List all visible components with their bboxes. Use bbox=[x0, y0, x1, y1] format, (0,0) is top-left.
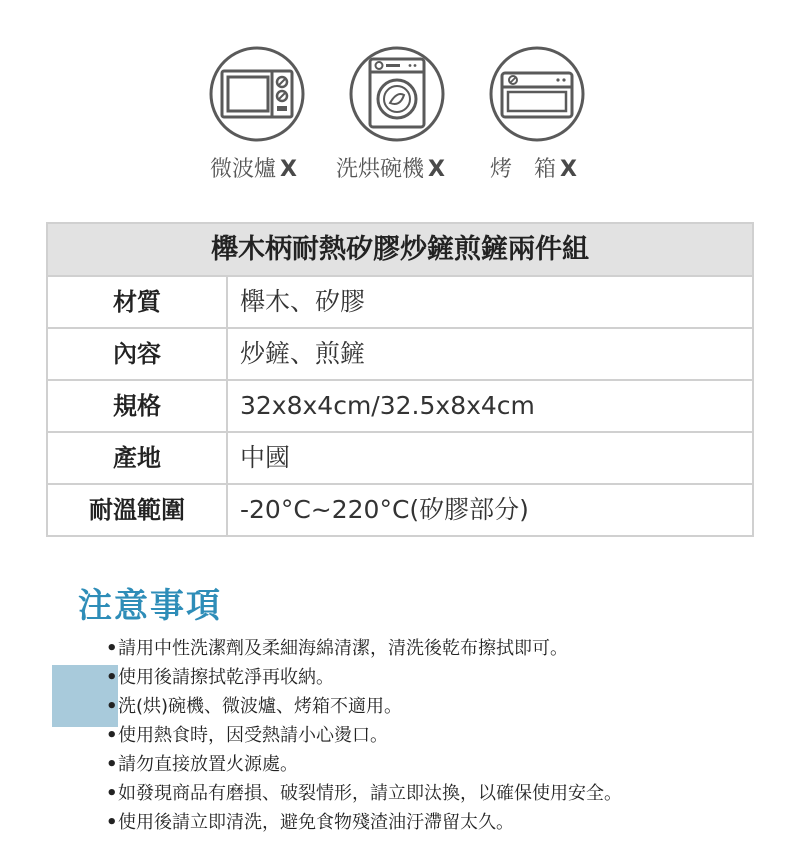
notes-list bbox=[106, 634, 766, 837]
spec-key: 材質 bbox=[48, 277, 228, 327]
washer-dryer-label: 洗烘碗機 X bbox=[336, 157, 445, 182]
oven-icon bbox=[488, 45, 586, 143]
list-item: •如發現商品有磨損、破裂情形，請立即汰換，以確保使用安全。 bbox=[106, 783, 622, 804]
list-item: •使用後請立即清洗，避免食物殘渣油汙滯留太久。 bbox=[106, 812, 514, 833]
microwave-icon bbox=[208, 45, 306, 143]
washer-dryer-icon bbox=[348, 45, 446, 143]
spec-row-material bbox=[48, 277, 752, 329]
spec-key: 產地 bbox=[48, 433, 228, 483]
spec-row-temperature bbox=[48, 485, 752, 535]
spec-row-contents bbox=[48, 329, 752, 381]
spec-value: 32x8x4cm/32.5x8x4cm bbox=[240, 391, 535, 420]
list-item: •洗(烘)碗機、微波爐、烤箱不適用。 bbox=[106, 696, 403, 717]
microwave-label: 微波爐 X bbox=[210, 157, 297, 182]
spec-value: 炒鏟、煎鏟 bbox=[240, 339, 366, 368]
spec-key: 內容 bbox=[48, 329, 228, 379]
oven-label: 烤 箱 X bbox=[490, 157, 577, 182]
spec-key: 耐溫範圍 bbox=[48, 485, 228, 535]
list-item: •請用中性洗潔劑及柔細海綿清潔，清洗後乾布擦拭即可。 bbox=[106, 638, 568, 659]
spec-row-size bbox=[48, 381, 752, 433]
spec-value: 中國 bbox=[240, 443, 291, 472]
spec-key: 規格 bbox=[48, 381, 228, 431]
list-item: •使用熱食時，因受熱請小心燙口。 bbox=[106, 725, 388, 746]
spec-table bbox=[46, 222, 754, 537]
spec-title: 櫸木柄耐熱矽膠炒鏟煎鏟兩件組 bbox=[48, 224, 752, 277]
spec-value: -20°C~220°C(矽膠部分) bbox=[240, 495, 529, 524]
spec-value: 櫸木、矽膠 bbox=[240, 287, 366, 316]
appliance-labels bbox=[206, 152, 606, 186]
list-item: •使用後請擦拭乾淨再收納。 bbox=[106, 667, 334, 688]
appliance-icons bbox=[206, 45, 606, 145]
notes-title: 注意事項 bbox=[78, 586, 222, 626]
list-item: •請勿直接放置火源處。 bbox=[106, 754, 298, 775]
spec-row-origin bbox=[48, 433, 752, 485]
